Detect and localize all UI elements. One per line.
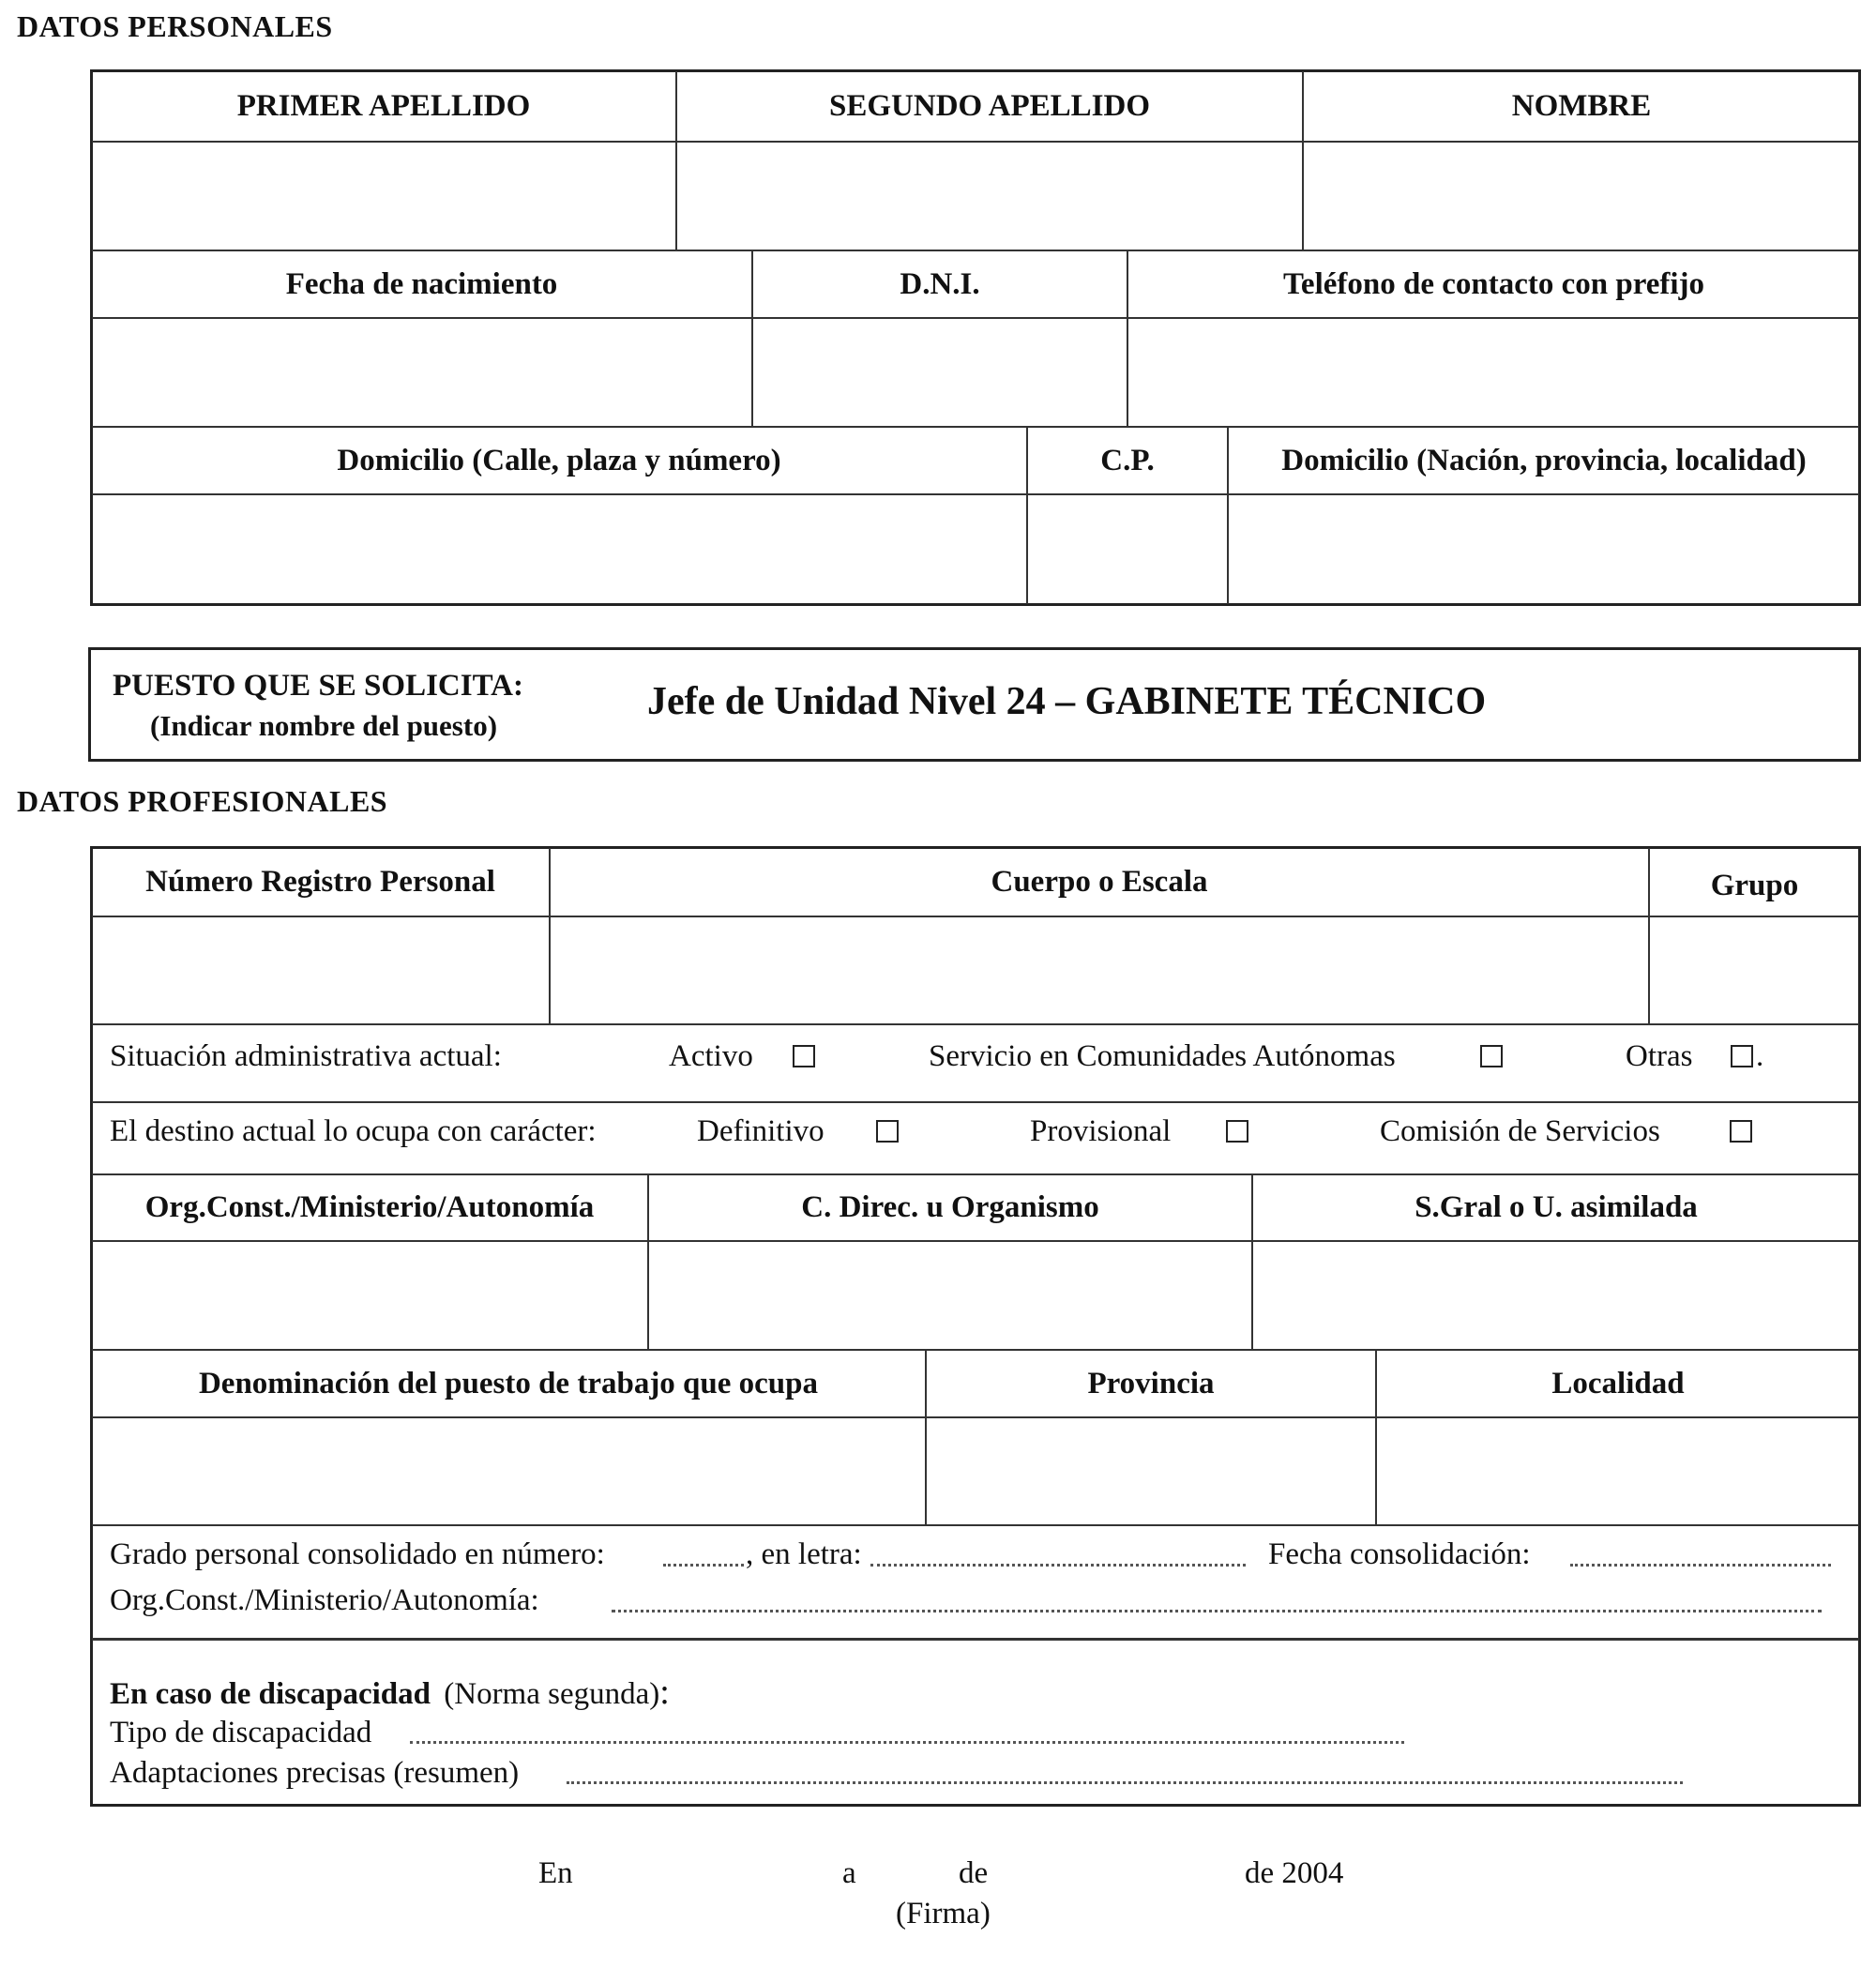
grado-fecha-label: Fecha consolidación: — [1268, 1537, 1531, 1571]
domicilio-calle-field[interactable] — [92, 495, 1026, 604]
nrp-field[interactable] — [92, 917, 549, 1023]
cdirec-field[interactable] — [649, 1242, 1251, 1349]
destino-label: El destino actual lo ocupa con carácter: — [110, 1114, 597, 1148]
nombre-field[interactable] — [1304, 143, 1859, 250]
destino-provisional-label: Provisional — [1030, 1114, 1172, 1148]
discapacidad-adaptaciones-label: Adaptaciones precisas (resumen) — [110, 1756, 520, 1790]
discapacidad-title: En caso de discapacidad — [110, 1677, 431, 1711]
segundo-apellido-field[interactable] — [677, 143, 1302, 250]
situacion-otras-suffix: . — [1756, 1039, 1764, 1073]
header-denominacion: Denominación del puesto de trabajo que ocupa — [198, 1366, 819, 1400]
firma-label: (Firma) — [896, 1897, 991, 1930]
grupo-field[interactable] — [1650, 917, 1859, 1023]
header-telefono: Teléfono de contacto con prefijo — [1282, 266, 1705, 301]
header-cdirec: C. Direc. u Organismo — [801, 1190, 1099, 1224]
header-primer-apellido: PRIMER APELLIDO — [236, 88, 531, 123]
section-title-datos-profesionales: DATOS PROFESIONALES — [17, 784, 388, 818]
situacion-label: Situación administrativa actual: — [110, 1039, 502, 1073]
header-sgral: S.Gral o U. asimilada — [1415, 1190, 1698, 1224]
telefono-field[interactable] — [1128, 319, 1859, 426]
destino-definitivo-checkbox[interactable] — [876, 1120, 899, 1143]
puesto-label: PUESTO QUE SE SOLICITA: — [113, 669, 523, 703]
situacion-servicio-label: Servicio en Comunidades Autónomas — [929, 1039, 1396, 1073]
grado-numero-label: Grado personal consolidado en número: — [110, 1537, 605, 1571]
situacion-servicio-checkbox[interactable] — [1480, 1045, 1503, 1067]
destino-definitivo-label: Definitivo — [697, 1114, 825, 1148]
header-dni: D.N.I. — [900, 266, 980, 301]
primer-apellido-field[interactable] — [92, 143, 675, 250]
grado-letra-field[interactable] — [870, 1564, 1246, 1567]
grado-org-label: Org.Const./Ministerio/Autonomía: — [110, 1583, 539, 1617]
header-provincia: Provincia — [1087, 1366, 1215, 1400]
discapacidad-tipo-field[interactable] — [410, 1741, 1404, 1744]
firma-de-2004: de 2004 — [1245, 1856, 1344, 1890]
grado-letra-label: , en letra: — [746, 1537, 862, 1571]
situacion-otras-label: Otras — [1626, 1039, 1693, 1073]
header-cp: C.P. — [1100, 443, 1155, 477]
section-title-datos-personales: DATOS PERSONALES — [17, 9, 333, 43]
header-cuerpo: Cuerpo o Escala — [991, 864, 1208, 899]
destino-provisional-checkbox[interactable] — [1226, 1120, 1248, 1143]
grado-numero-field[interactable] — [663, 1564, 744, 1567]
fecha-nacimiento-field[interactable] — [92, 319, 751, 426]
denominacion-field[interactable] — [92, 1418, 925, 1524]
grado-org-field[interactable] — [612, 1610, 1822, 1612]
destino-comision-label: Comisión de Servicios — [1380, 1114, 1660, 1148]
situacion-activo-label: Activo — [669, 1039, 753, 1073]
sgral-field[interactable] — [1253, 1242, 1859, 1349]
header-segundo-apellido: SEGUNDO APELLIDO — [829, 88, 1150, 123]
header-nrp: Número Registro Personal — [145, 864, 495, 899]
discapacidad-adaptaciones-field[interactable] — [567, 1781, 1683, 1784]
header-fecha-nacimiento: Fecha de nacimiento — [285, 266, 558, 301]
cuerpo-field[interactable] — [551, 917, 1648, 1023]
discapacidad-norma: (Norma segunda) — [444, 1677, 660, 1711]
header-grupo: Grupo — [1710, 868, 1799, 902]
firma-de: de — [959, 1856, 989, 1890]
header-domicilio-calle: Domicilio (Calle, plaza y número) — [337, 443, 781, 477]
provincia-field[interactable] — [927, 1418, 1375, 1524]
grado-fecha-field[interactable] — [1570, 1564, 1831, 1567]
cp-field[interactable] — [1028, 495, 1227, 604]
puesto-value: Jefe de Unidad Nivel 24 – GABINETE TÉCNICO — [647, 680, 1487, 723]
firma-en: En — [538, 1856, 573, 1890]
dni-field[interactable] — [753, 319, 1127, 426]
destino-comision-checkbox[interactable] — [1730, 1120, 1752, 1143]
firma-a: a — [842, 1856, 856, 1890]
situacion-otras-checkbox[interactable] — [1731, 1045, 1753, 1067]
domicilio-nacion-field[interactable] — [1229, 495, 1859, 604]
header-nombre: NOMBRE — [1511, 88, 1652, 123]
header-org-ministerio: Org.Const./Ministerio/Autonomía — [144, 1190, 595, 1224]
org-ministerio-field[interactable] — [92, 1242, 647, 1349]
discapacidad-colon: : — [659, 1673, 670, 1712]
situacion-activo-checkbox[interactable] — [793, 1045, 815, 1067]
header-domicilio-nacion: Domicilio (Nación, provincia, localidad) — [1281, 443, 1807, 477]
puesto-sublabel: (Indicar nombre del puesto) — [150, 709, 498, 742]
header-localidad: Localidad — [1551, 1366, 1685, 1400]
discapacidad-heading — [110, 1672, 670, 1713]
discapacidad-tipo-label: Tipo de discapacidad — [110, 1716, 372, 1749]
localidad-field[interactable] — [1377, 1418, 1859, 1524]
